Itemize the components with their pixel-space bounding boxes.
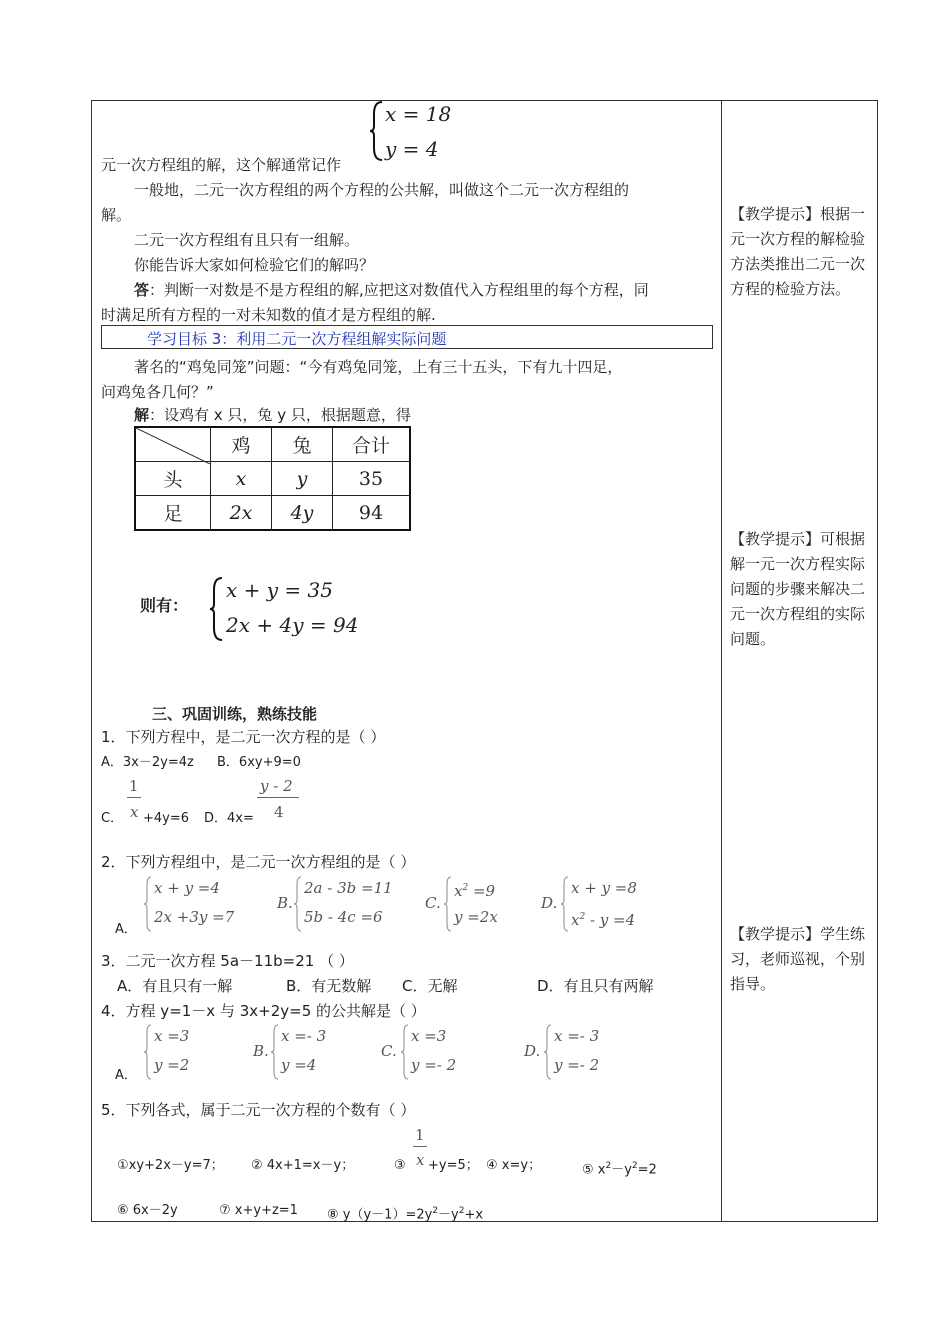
fraction-bar [257, 797, 299, 798]
solution-label: 解 [134, 406, 150, 424]
question-3: 3．二元一次方程 5a－11b=21 （ ） [101, 952, 354, 970]
learning-goal-3: 学习目标 3：利用二元一次方程组解实际问题 [147, 330, 447, 348]
item-2: ② 4x+1=x－y； [251, 1158, 355, 1173]
item-1: ①xy+2x－y=7； [117, 1158, 224, 1173]
table-row [135, 462, 410, 496]
table-cell: 头 [135, 462, 211, 496]
question-2: 2．下列方程组中，是二元一次方程组的是（ ） [101, 853, 416, 871]
system-eq: 5b - 4c =6 [304, 908, 383, 926]
learning-goal-box [101, 325, 713, 349]
table-row [135, 427, 410, 462]
brace-icon [401, 1024, 409, 1080]
teaching-hint-2: 【教学提示】可根据解一元一次方程实际问题的步骤来解决二元一次方程组的实际问题。 [730, 530, 866, 648]
text-line: 时满足所有方程的一对未知数的值才是方程组的解. [101, 306, 436, 324]
option-a-label: A． [115, 922, 137, 937]
solution-text: ：设鸡有 x 只，兔 y 只，根据题意，得 [149, 406, 411, 424]
chicken-rabbit-table [134, 426, 411, 531]
option-b: B．6xy+9=0 [217, 755, 301, 770]
table-cell: 足 [135, 496, 211, 531]
option-a: A．有且只有一解 [117, 977, 233, 995]
option-b-label: B. [277, 894, 293, 912]
brace-icon [444, 876, 452, 932]
item-6: ⑥ 6x－2y [117, 1203, 178, 1218]
system-eq: x =3 [154, 1027, 190, 1045]
fraction-denominator: x [130, 803, 139, 821]
fraction-numerator: y - 2 [260, 777, 293, 795]
option-c-label: C． [101, 811, 124, 826]
option-c-rest: +4y=6 [143, 811, 190, 826]
answer-label: 答 [134, 281, 150, 299]
option-a-label: A． [115, 1068, 137, 1083]
system-eq: y =- 2 [554, 1056, 600, 1074]
option-a: A．3x－2y=4z [101, 755, 194, 770]
text-line: 一般地，二元一次方程组的两个方程的公共解，叫做这个二元一次方程组的 [134, 181, 630, 199]
answer-line [134, 280, 649, 300]
brace-icon [561, 876, 569, 932]
brace-icon [144, 1024, 152, 1080]
option-c-label: C. [381, 1042, 397, 1060]
problem-line: 问鸡兔各几何？” [101, 383, 214, 401]
item-3-prefix: ③ [394, 1158, 406, 1173]
option-b: B．有无数解 [286, 977, 372, 995]
fraction-denominator: x [416, 1151, 425, 1169]
option-d-label: D．4x= [204, 811, 254, 826]
problem-line: 著名的“鸡兔同笼”问题：“今有鸡兔同笼，上有三十五头，下有九十四足， [134, 358, 623, 376]
item-7: ⑦ x+y+z=1 [219, 1203, 298, 1218]
system-eq: y =- 2 [411, 1056, 457, 1074]
system-eq: y =4 [281, 1056, 317, 1074]
system-eq: x + y =4 [154, 879, 220, 897]
brace-icon [144, 876, 152, 932]
item-3-rest: +y=5； [428, 1158, 479, 1173]
item-4: ④ x=y； [486, 1158, 542, 1173]
system-eq: x =- 3 [554, 1027, 600, 1045]
system-eq: 2x +3y =7 [154, 908, 235, 926]
brace-icon [370, 100, 384, 162]
table-header: 合计 [333, 427, 411, 462]
question-4: 4．方程 y=1－x 与 3x+2y=5 的公共解是（ ） [101, 1002, 426, 1020]
fraction-bar [413, 1146, 427, 1147]
solution-x: x = 18 [385, 102, 452, 126]
table-cell: x [211, 462, 272, 496]
fraction-numerator: 1 [415, 1126, 425, 1144]
item-8: ⑧ $y(y-1)=2y^2-y^2+x$ [327, 1206, 484, 1223]
fraction-bar [127, 797, 141, 798]
system-eq: x + y =8 [571, 879, 637, 897]
brace-icon [210, 576, 224, 642]
equation-1: x + y = 35 [226, 578, 333, 602]
table-row [135, 496, 410, 531]
table-header: 兔 [272, 427, 333, 462]
table-cell: 2x [211, 496, 272, 531]
question-5: 5．下列各式，属于二元一次方程的个数有（ ） [101, 1101, 416, 1119]
fraction-numerator: 1 [129, 777, 139, 795]
text-line: 二元一次方程组有且只有一组解。 [134, 231, 360, 249]
text-line: 解。 [101, 206, 132, 224]
system-eq: x =3 [411, 1027, 447, 1045]
system-eq: y =2 [154, 1056, 190, 1074]
fraction-denominator: 4 [274, 803, 284, 821]
option-c-label: C. [425, 894, 441, 912]
teaching-hint-1: 【教学提示】根据一元一次方程的解检验方法类推出二元一次方程的检验方法。 [730, 205, 866, 298]
teaching-hint-3: 【教学提示】学生练习，老师巡视，个别指导。 [730, 925, 866, 993]
column-divider [721, 100, 722, 1222]
option-b-label: B. [253, 1042, 269, 1060]
solution-line [134, 405, 411, 425]
equation-2: 2x + 4y = 94 [226, 613, 359, 637]
diagonal-cell [135, 427, 211, 462]
option-d-label: D. [524, 1042, 541, 1060]
table-cell: y [272, 462, 333, 496]
system-eq: $x^2 - y =4$ [571, 911, 636, 929]
option-d: D．有且只有两解 [537, 977, 654, 995]
answer-text: ：判断一对数是不是方程组的解,应把这对数值代入方程组里的每个方程，同 [149, 281, 649, 299]
question-1: 1．下列方程中，是二元一次方程的是（ ） [101, 728, 386, 746]
table-cell: 4y [272, 496, 333, 531]
brace-icon [294, 876, 302, 932]
then-label: 则有： [140, 596, 189, 615]
text-line: 你能告诉大家如何检验它们的解吗？ [134, 256, 375, 274]
system-eq: x =- 3 [281, 1027, 327, 1045]
table-cell: 35 [333, 462, 411, 496]
section-title: 三、巩固训练，熟练技能 [152, 705, 318, 723]
brace-icon [544, 1024, 552, 1080]
brace-icon [271, 1024, 279, 1080]
system-eq: 2a - 3b =11 [304, 879, 393, 897]
table-header: 鸡 [211, 427, 272, 462]
table-cell: 94 [333, 496, 411, 531]
system-eq: y =2x [454, 908, 498, 926]
solution-y: y = 4 [385, 137, 439, 161]
option-c: C．无解 [402, 977, 458, 995]
system-eq: $x^2 =9$ [454, 882, 496, 900]
option-d-label: D. [541, 894, 558, 912]
text-line: 元一次方程组的解，这个解通常记作 [101, 156, 342, 174]
item-5: ⑤ $x^2-y^2=2$ [582, 1161, 657, 1178]
